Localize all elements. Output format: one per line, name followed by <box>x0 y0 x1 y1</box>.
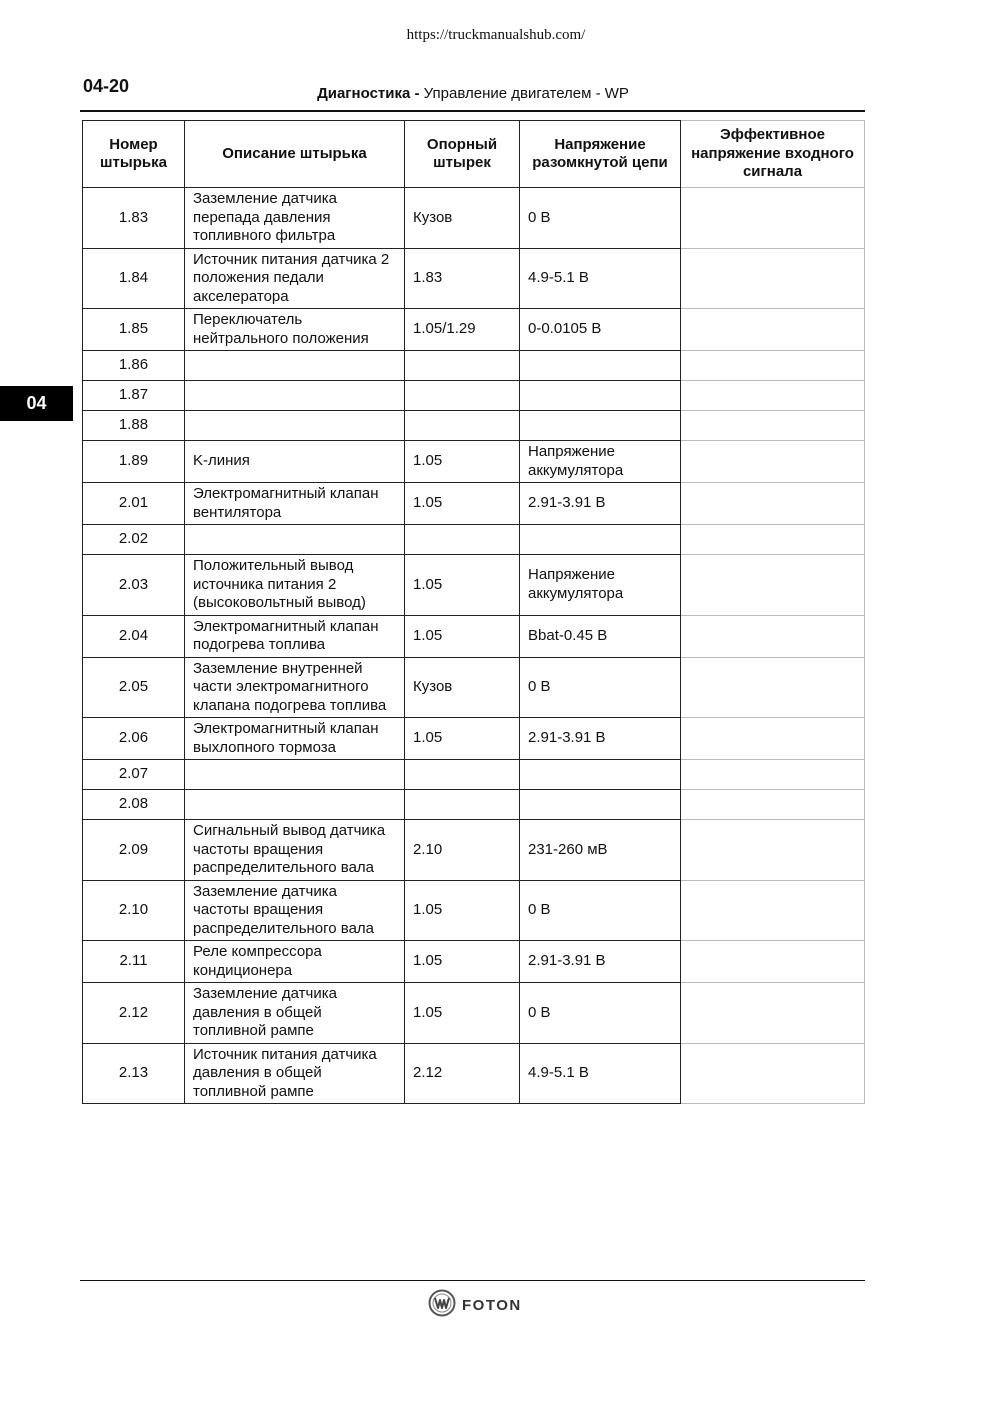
open-circuit-voltage: 2.91-3.91 В <box>520 941 681 983</box>
effective-voltage <box>681 760 865 790</box>
effective-voltage <box>681 351 865 381</box>
table-row <box>83 411 865 441</box>
col-header-reference: Опорный штырек <box>405 121 520 188</box>
pin-number: 2.10 <box>83 880 185 941</box>
pin-number: 1.89 <box>83 441 185 483</box>
reference-pin <box>405 411 520 441</box>
effective-voltage <box>681 615 865 657</box>
reference-pin: 1.05 <box>405 441 520 483</box>
open-circuit-voltage <box>520 381 681 411</box>
pin-number: 2.03 <box>83 555 185 616</box>
pin-number: 2.05 <box>83 657 185 718</box>
pin-number: 1.87 <box>83 381 185 411</box>
effective-voltage <box>681 411 865 441</box>
pin-description <box>185 525 405 555</box>
effective-voltage <box>681 820 865 881</box>
pin-description: Заземление датчика частоты вращения распределительного вала <box>185 880 405 941</box>
table-row <box>83 1043 865 1104</box>
reference-pin: 1.05 <box>405 983 520 1044</box>
table-row <box>83 351 865 381</box>
pin-description: Электромагнитный клапан подогрева топлива <box>185 615 405 657</box>
table-row <box>83 880 865 941</box>
table-row <box>83 309 865 351</box>
pin-description: Реле компрессора кондиционера <box>185 941 405 983</box>
header-divider <box>80 110 865 112</box>
reference-pin: 1.83 <box>405 248 520 309</box>
open-circuit-voltage: 2.91-3.91 В <box>520 483 681 525</box>
reference-pin: 1.05 <box>405 615 520 657</box>
reference-pin: 1.05 <box>405 718 520 760</box>
reference-pin: 1.05 <box>405 941 520 983</box>
table-row <box>83 941 865 983</box>
section-title-rest: Управление двигателем - WP <box>419 85 629 102</box>
effective-voltage <box>681 309 865 351</box>
effective-voltage <box>681 657 865 718</box>
col-header-effective-voltage: Эффективное напряжение входного сигнала <box>681 121 865 188</box>
pin-number: 1.84 <box>83 248 185 309</box>
page-number: 04-20 <box>83 76 130 96</box>
section-title <box>0 85 946 102</box>
col-header-open-circuit-voltage: Напряжение разомкнутой цепи <box>520 121 681 188</box>
pin-number: 1.88 <box>83 411 185 441</box>
open-circuit-voltage: 0 В <box>520 657 681 718</box>
reference-pin: 1.05/1.29 <box>405 309 520 351</box>
effective-voltage <box>681 248 865 309</box>
table-row <box>83 657 865 718</box>
pin-description: Положительный вывод источника питания 2 (высоковольтный вывод) <box>185 555 405 616</box>
effective-voltage <box>681 718 865 760</box>
open-circuit-voltage: 231-260 мВ <box>520 820 681 881</box>
pin-description <box>185 411 405 441</box>
open-circuit-voltage <box>520 351 681 381</box>
table-row <box>83 615 865 657</box>
table-row <box>83 525 865 555</box>
section-title-bold: Диагностика - <box>317 85 420 102</box>
open-circuit-voltage: 2.91-3.91 В <box>520 718 681 760</box>
effective-voltage <box>681 441 865 483</box>
brand-logo <box>428 1289 522 1322</box>
table-row <box>83 441 865 483</box>
table-body <box>83 188 865 1104</box>
effective-voltage <box>681 188 865 249</box>
table-row <box>83 188 865 249</box>
effective-voltage <box>681 483 865 525</box>
table-row <box>83 248 865 309</box>
table-row <box>83 381 865 411</box>
pin-number: 2.02 <box>83 525 185 555</box>
pin-description: Заземление внутренней части электромагнитного клапана подогрева топлива <box>185 657 405 718</box>
pin-description <box>185 790 405 820</box>
table-header-row <box>83 121 865 188</box>
pin-number: 2.06 <box>83 718 185 760</box>
logo-text: FOTON <box>462 1297 522 1314</box>
reference-pin <box>405 381 520 411</box>
table-row <box>83 790 865 820</box>
table-row <box>83 760 865 790</box>
pin-description <box>185 351 405 381</box>
open-circuit-voltage: 4.9-5.1 В <box>520 248 681 309</box>
open-circuit-voltage: Bbat-0.45 В <box>520 615 681 657</box>
open-circuit-voltage: Напряжение аккумулятора <box>520 555 681 616</box>
open-circuit-voltage <box>520 760 681 790</box>
table-row <box>83 820 865 881</box>
pin-description: Электромагнитный клапан выхлопного тормоза <box>185 718 405 760</box>
pin-description: Источник питания датчика давления в общей топливной рампе <box>185 1043 405 1104</box>
effective-voltage <box>681 1043 865 1104</box>
open-circuit-voltage <box>520 411 681 441</box>
pin-description: Переключатель нейтрального положения <box>185 309 405 351</box>
open-circuit-voltage: 0 В <box>520 983 681 1044</box>
reference-pin: 1.05 <box>405 555 520 616</box>
reference-pin <box>405 525 520 555</box>
effective-voltage <box>681 381 865 411</box>
effective-voltage <box>681 941 865 983</box>
pin-description <box>185 760 405 790</box>
footer-divider <box>80 1280 865 1281</box>
reference-pin: Кузов <box>405 657 520 718</box>
table-row <box>83 983 865 1044</box>
col-header-pin: Номер штырька <box>83 121 185 188</box>
pin-number: 1.86 <box>83 351 185 381</box>
open-circuit-voltage <box>520 790 681 820</box>
pin-description: K-линия <box>185 441 405 483</box>
effective-voltage <box>681 555 865 616</box>
pin-description: Заземление датчика перепада давления топливного фильтра <box>185 188 405 249</box>
pin-number: 2.07 <box>83 760 185 790</box>
table-row <box>83 483 865 525</box>
reference-pin: Кузов <box>405 188 520 249</box>
effective-voltage <box>681 983 865 1044</box>
effective-voltage <box>681 790 865 820</box>
pin-number: 2.11 <box>83 941 185 983</box>
pin-number: 2.08 <box>83 790 185 820</box>
pin-number: 2.13 <box>83 1043 185 1104</box>
pin-number: 2.12 <box>83 983 185 1044</box>
open-circuit-voltage: Напряжение аккумулятора <box>520 441 681 483</box>
pin-number: 2.09 <box>83 820 185 881</box>
open-circuit-voltage: 0 В <box>520 188 681 249</box>
pin-number: 1.85 <box>83 309 185 351</box>
pin-number: 2.04 <box>83 615 185 657</box>
col-header-description: Описание штырька <box>185 121 405 188</box>
pin-description: Источник питания датчика 2 положения педали акселератора <box>185 248 405 309</box>
pin-number: 2.01 <box>83 483 185 525</box>
reference-pin <box>405 790 520 820</box>
reference-pin: 1.05 <box>405 880 520 941</box>
chapter-tab: 04 <box>0 386 73 421</box>
foton-logo-icon <box>428 1289 456 1322</box>
pin-description: Электромагнитный клапан вентилятора <box>185 483 405 525</box>
reference-pin: 1.05 <box>405 483 520 525</box>
effective-voltage <box>681 525 865 555</box>
reference-pin <box>405 760 520 790</box>
reference-pin <box>405 351 520 381</box>
reference-pin: 2.10 <box>405 820 520 881</box>
reference-pin: 2.12 <box>405 1043 520 1104</box>
effective-voltage <box>681 880 865 941</box>
open-circuit-voltage: 0-0.0105 В <box>520 309 681 351</box>
pin-description: Заземление датчика давления в общей топливной рампе <box>185 983 405 1044</box>
table-row <box>83 718 865 760</box>
pin-description: Сигнальный вывод датчика частоты вращения распределительного вала <box>185 820 405 881</box>
open-circuit-voltage: 0 В <box>520 880 681 941</box>
source-url[interactable]: https://truckmanualshub.com/ <box>406 27 586 43</box>
open-circuit-voltage <box>520 525 681 555</box>
pin-description <box>185 381 405 411</box>
pin-table <box>82 120 865 1104</box>
open-circuit-voltage: 4.9-5.1 В <box>520 1043 681 1104</box>
table-row <box>83 555 865 616</box>
pin-number: 1.83 <box>83 188 185 249</box>
